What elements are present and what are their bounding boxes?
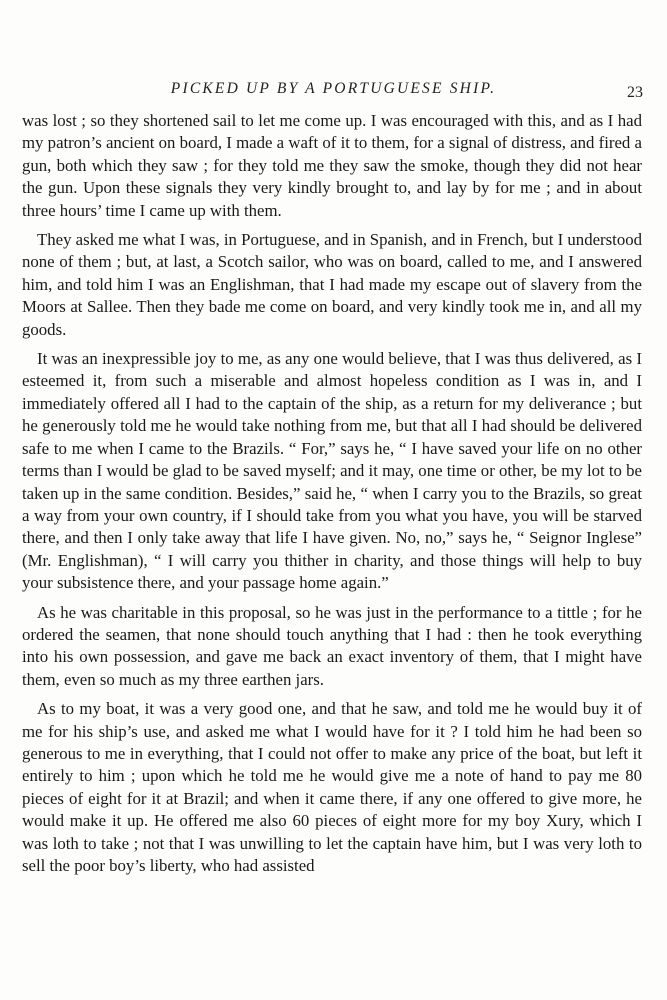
paragraph-5: As to my boat, it was a very good one, and that he saw, and told me he would buy it of me for his ship’s use, and asked me what I would have for it ? I told him he had been so generous to me in everything, that I could not offer to make any price of the boat, but left it entirely to him ; upon which he told me he would give me a note of hand to pay me 80 pieces of eight for it at Brazil; and when it came there, if any one offered to give more, he would make it up. He offered me also 60 pieces of eight more for my boy Xury, which I was loth to take ; not that I was unwilling to let the captain have him, but I was very loth to sell the poor boy’s liberty, who had assisted <box>22 699 642 875</box>
paragraph-4: As he was charitable in this proposal, so he was just in the performance to a tittle ; for he ordered the seamen, that none should touch anything that I had : then he took everything into his own possession, and gave me back an exact inventory of them, that I might have them, even so much as my three earthen jars. <box>22 602 642 689</box>
paragraph-3: It was an inexpressible joy to me, as any one would believe, that I was thus delivered, as I esteemed it, from such a miserable and almost hopeless condition as I was in, and I immediately offered all I had to the captain of the ship, as a return for my deliverance ; but he generously told me he would take nothing from me, but that all I had should be delivered safe to me when I came to the Brazils. “ For,” says he, “ I have saved your life on no other terms than I would be glad to be saved myself; and it may, one time or other, be my lot to be taken up in the same condition. Besides,” said he, “ when I carry you to the Brazils, so great a way from your own country, if I should take from you what you have, you will be starved there, and then I only take away that life I have given. No, no,” says he, “ Seignor Inglese” (Mr. Englishman), “ I will carry you thither in charity, and those things will help to buy your subsistence there, and your passage home again.” <box>22 349 642 593</box>
paragraph-1: was lost ; so they shortened sail to let me come up. I was encouraged with this, and as I had my patron’s ancient on board, I made a waft of it to them, for a signal of distress, and fired a gun, both which they saw ; for they told me they saw the smoke, though they did not hear the gun. Upon these signals they very kindly brought to, and lay by for me ; and in about three hours’ time I came up with them. <box>22 111 642 220</box>
page-number: 23 <box>627 84 643 101</box>
running-head <box>22 80 645 106</box>
paragraph-2: They asked me what I was, in Portuguese, and in Spanish, and in French, but I understood none of them ; but, at last, a Scotch sailor, who was on board, called to me, and I answered him, and told him I was an Englishman, that I had made my escape out of slavery from the Moors at Sallee. Then they bade me come on board, and very kindly took me in, and all my goods. <box>22 230 642 339</box>
body-text <box>22 110 642 884</box>
running-title: PICKED UP BY A PORTUGUESE SHIP. <box>170 80 497 97</box>
